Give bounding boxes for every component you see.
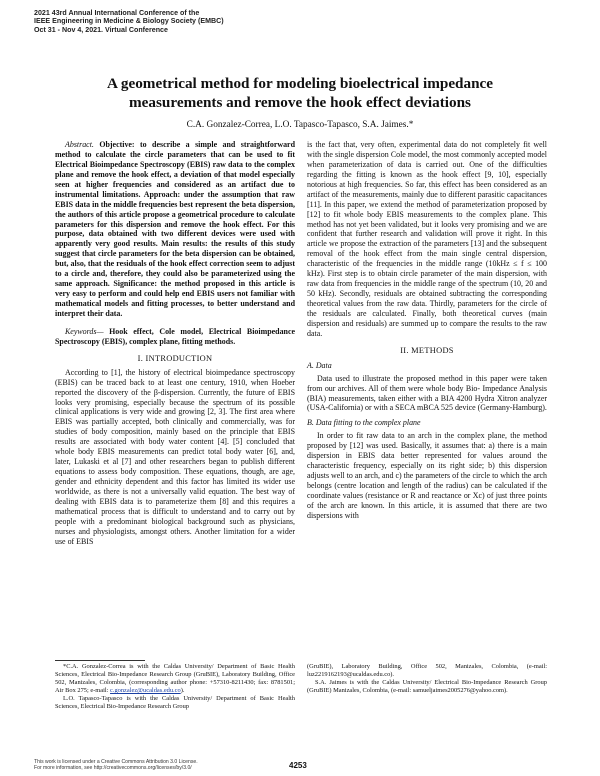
footnote-author-2-continued: (GruBIE), Laboratory Building, Office 502, Manizales, Colombia, (e-mail: luz2219162193@ucaldas.edu.co). [307,663,547,678]
author-list: C.A. Gonzalez-Correa, L.O. Tapasco-Tapasco, S.A. Jaimes.* [186,120,414,130]
conference-header [34,9,224,34]
section-heading-methods: II. METHODS [400,345,454,355]
title-line-1: A geometrical method for modeling bioelectrical impedance [106,75,494,92]
subsection-heading-data: A. Data [307,360,332,370]
footnotes-left [55,663,295,711]
license-line-2: For more information, see http://creativecommons.org/licenses/by/3.0/ [34,765,192,771]
abstract [55,140,295,319]
title-line-2: measurements and remove the hook effect deviations [129,94,471,111]
page-number: 4253 [289,761,307,770]
right-column [307,140,547,521]
introduction-paragraph-continued: is the fact that, very often, experimental data do not completely fit well with the single dispersion Cole model, the most commonly accepted model when parameterization of data is carried out. One of the difficulties regarding the fitting is known as the hook effect [9, 10], especially notorious at high frequencies. So far, this effect has been considered as an artifact of the measurements, mainly due to different parasitic capacitances [11]. In this paper, we extend the method of parameterization proposed by [12] to fit whole body EBIS measurements to the complex plane. This method has not yet been validated, but it looks very promising and we are confident that further research and validation will prove it right. In this article we propose the extraction of the parameters [13] and the subsequent removal of the hook effect from the main single central dispersion, characteristic of the frequencies in the middle range (10kHz ≤ f ≤ 100 kHz). First step is to obtain circle parameter of the main dispersion, with raw data from frequencies in the middle range of the spectrum (10, 20 and 50 kHz). Secondly, residuals are obtained subtracting the corresponding theoretical values from the raw data. Thirdly, parameters for the circle of the residuals are calculated. Finally, both theoretical curves (main dispersion and residuals) are summed up to compare the results to the raw data. [307,140,547,338]
keywords-text: Hook effect, Cole model, Electrical Bioimpedance Spectroscopy (EBIS), complex plane, fitting methods. [55,326,295,346]
author-email-link[interactable]: c.gonzalez@ucaldas.edu.co [110,687,181,694]
conference-line-3: Oct 31 - Nov 4, 2021. Virtual Conference [34,25,168,34]
data-paragraph: Data used to illustrate the proposed method in this paper were taken from our archives. All of them were whole body Bio- Impedance Analysis (BIA) measurements, taken either with a BIA 4200 Hydra Xitron analyzer (USA-California) or with a SECA mBCA 525 device (Germany-Hamburg). [307,373,547,413]
conference-line-2: IEEE Engineering in Medicine & Biology Society (EMBC) [34,17,224,26]
abstract-text: Objective: to describe a simple and straightforward method to calculate the circle parameters that can be used to fit Electrical Bioimpedance Spectroscopy (EBIS) raw data to the complex plane and remove the hook effect, a deviation of that model especially seen at higher frequencies and considered as an artifact due to instrumental limitations. Approach: under the assumption that raw EBIS data in the middle frequencies best represent the beta dispersion, the authors of this article propose a geometrical procedure to calculate parameters for this dispersion and remove the hook effect. For this purpose, data obtained with two different devices were used with apparently very good results. Main results: the results of this study suggest that circle parameters for the beta dispersion can be obtained, but, also, that the residuals of the hook effect correction seem to adjust to a circle and, therefore, they could also be parameterized using the same approach. Significance: the method proposed in this article is very easy to perform and could help end EBIS users not familiar with mathematical models and fitting processes, to better understand and interpret their data. [55,140,295,318]
keywords-label: Keywords— [65,326,104,336]
abstract-label: Abstract. [65,140,94,149]
license-line-1: This work is licensed under a Creative Commons Attribution 3.0 License. [34,759,198,765]
license-notice [34,759,198,771]
keywords [55,327,295,347]
conference-line-1: 2021 43rd Annual International Conference of the [34,9,200,17]
introduction-paragraph: According to [1], the history of electrical bioimpedance spectroscopy (EBIS) can be traced back to at least one century, 1910, when Hoeber reported the discovery of the β-dispersion. Currently, the future of EBIS looks very promising, especially because the spectrum of its possible clinical applications is very wide and growing [2, 3]. The first area where EBIS was partially accepted, both clinically and commercially, was for studies of body composition, mainly based on the principle that EBIS results are associated with body water content [4]. [5] concluded that whole body EBIS measurements can predict total body water [6], and, later, Lukaski et al [7] and other researchers began to publish different equations to assess body composition. These equations, though, are age, gender and ethnicity dependent and this factor has limited its wider use worldwide, as there is not a universally valid equation. The best way of dealing with EBIS data is to parameterize them [8] and this requires a mathematical process that is difficult to understand and to carry out by people with a predominant biological background such as physicians, nurses and physiologists, amongst others. Another limitation for a wider use of EBIS [55,367,295,546]
subsection-heading-fitting: B. Data fitting to the complex plane [307,418,421,428]
footnotes-right [307,663,547,695]
fitting-paragraph: In order to fit raw data to an arch in the complex plane, the method proposed by [12] was used. Basically, it assumes that: a) there is a main dispersion in EBIS data better represented for values around the characteristic frequency, especially on its right side; b) this dispersion adjusts well to an arch, and c) the parameters of the circle to which the arch belongs (centre location and length of the radius) can be calculated if the coordinate values (resistance or R and reactance or Xc) of just three points of the arch are known. In this article, it is assumed that there are two dispersions with [307,431,547,520]
footnote-author-1-text: *C.A. Gonzalez-Correa is with the Caldas University/ Department of Basic Health Sciences, Electrical Bio-Impedance Research Group (GruBIE), Laboratory Building, Office 502, Manizales, Colombia, (corresponding author phone: +57310-8211430; fax: 8781501; Air Box 275; e-mail: [55,663,295,694]
footnote-author-1-end: ). [180,687,185,694]
left-column [55,140,295,547]
section-heading-introduction: I. INTRODUCTION [137,353,213,363]
paper-title [40,74,560,112]
footnote-author-3: S.A. Jaimes is with the Caldas University/ Electrical Bio-Impedance Research Group (GruBIE) Manizales, Colombia, (e-mail: samueljaimes2005276@yahoo.com). [307,679,547,694]
footnote-author-1 [55,663,295,695]
footnote-author-2: L.O. Tapasco-Tapasco is with the Caldas University/ Department of Basic Health Sciences, Electrical Bio-Impedance Research Group [55,695,295,710]
footnote-rule [55,660,145,661]
